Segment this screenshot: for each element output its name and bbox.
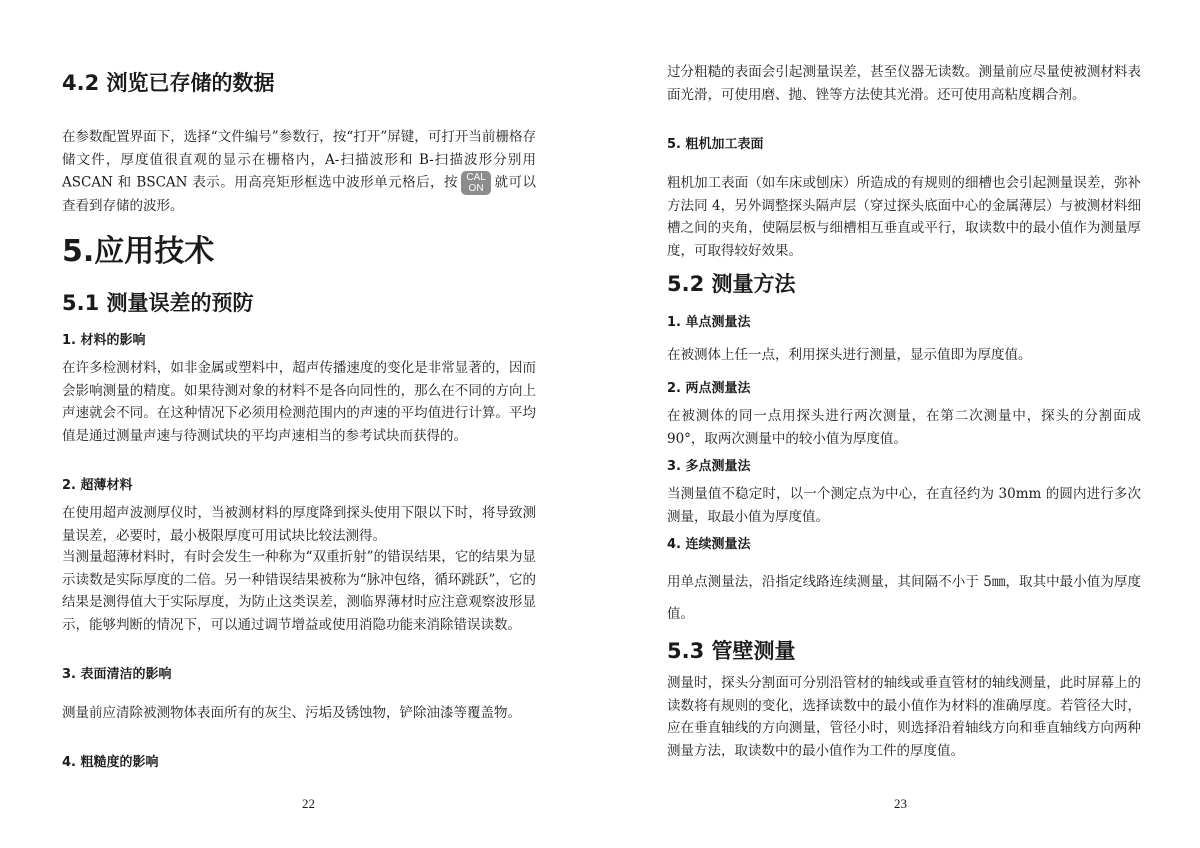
page-number-left: 22 [302, 796, 315, 811]
section-4-2-paragraph [62, 126, 536, 218]
method-3-text: 当测量值不稳定时，以一个测定点为中心，在直径约为 30mm 的圆内进行多次测量，取最小值为厚度值。 [667, 486, 1141, 525]
item-2-text: 在使用超声波测厚仪时，当被测材料的厚度降到探头使用下限以下时，将导致测量误差，必要时，最小极限厚度可用试块比较法测得。 [62, 505, 536, 544]
item-1-title: 1. 材料的影响 [62, 333, 146, 348]
page-number-right: 23 [894, 796, 907, 811]
item-1-text: 在许多检测材料，如非金属或塑料中，超声传播速度的变化是非常显著的，因而会影响测量的精度。如果待测对象的材料不是各向同性的，那么在不同的方向上声速就会不同。在这种情况下必须用检测范围内的声速的平均值进行计算。平均值是通过测量声速与待测试块的平均声速相当的参考试块而获得的。 [62, 360, 536, 444]
chapter-5-heading: 5.应用技术 [62, 234, 215, 269]
item-3-text: 测量前应清除被测物体表面所有的灰尘、污垢及锈蚀物，铲除油漆等覆盖物。 [62, 705, 521, 721]
method-3-title: 3. 多点测量法 [667, 459, 751, 474]
cal-on-key-icon [461, 171, 491, 195]
section-4-2-text-before: 在参数配置界面下，选择“文件编号”参数行，按“打开”屏键，可打开当前栅格存储文件，厚度值很直观的显示在栅格内，A-扫描波形和 B-扫描波形分别用 ASCAN 和 BSCAN 表示。用高亮矩形框选中波形单元格后，按 [62, 129, 536, 191]
item-5-text: 粗机加工表面（如车床或刨床）所造成的有规则的细槽也会引起测量误差，弥补方法同 4，另外调整探头隔声层（穿过探头底面中心的金属薄层）与被测材料细槽之间的夹角，使隔层板与细槽相互垂直或平行，取读数中的最小值作为测量厚度，可取得较好效果。 [667, 175, 1141, 259]
method-4-text: 用单点测量法，沿指定线路连续测量，其间隔不小于 5㎜，取其中最小值为厚度值。 [667, 574, 1141, 622]
method-2-text: 在被测体的同一点用探头进行两次测量，在第二次测量中，探头的分割面成 90°，取两次测量中的较小值为厚度值。 [667, 408, 1141, 447]
method-1-text: 在被测体上任一点，利用探头进行测量，显示值即为厚度值。 [667, 347, 1032, 363]
method-2-title: 2. 两点测量法 [667, 381, 751, 396]
left-page [62, 0, 536, 848]
section-5-2-heading: 5.2 测量方法 [667, 272, 796, 296]
item-3-title: 3. 表面清洁的影响 [62, 667, 172, 682]
section-5-1-heading: 5.1 测量误差的预防 [62, 291, 254, 315]
section-4-2-text-after: 就可以查看到存储的波形。 [62, 174, 537, 214]
section-5-3-heading: 5.3 管壁测量 [667, 639, 796, 663]
continued-text: 过分粗糙的表面会引起测量误差，甚至仪器无读数。测量前应尽量使被测材料表面光滑，可使用磨、抛、锉等方法使其光滑。还可使用高粘度耦合剂。 [667, 64, 1141, 103]
method-1-title: 1. 单点测量法 [667, 315, 751, 330]
method-4-title: 4. 连续测量法 [667, 537, 751, 552]
item-4-title: 4. 粗糙度的影响 [62, 755, 159, 770]
item-2-text-2: 当测量超薄材料时，有时会发生一种称为“双重折射”的错误结果，它的结果为显示读数是实际厚度的二倍。另一种错误结果被称为“脉冲包络，循环跳跃”，它的结果是测得值大于实际厚度，为防止这类误差，测临界薄材时应注意观察波形显示，能够判断的情况下，可以通过调节增益或使用消隐功能来消除错误读数。 [62, 549, 536, 633]
section-4-2-heading: 4.2 浏览已存储的数据 [62, 71, 275, 95]
right-page [667, 0, 1141, 848]
item-5-title: 5. 粗机加工表面 [667, 137, 764, 152]
cal-on-key-top: CAL [466, 172, 486, 183]
cal-on-key-bottom: ON [468, 183, 484, 194]
item-2-title: 2. 超薄材料 [62, 478, 133, 493]
section-5-3-text: 测量时，探头分割面可分别沿管材的轴线或垂直管材的轴线测量，此时屏幕上的读数将有规则的变化，选择读数中的最小值作为材料的准确厚度。若管径大时，应在垂直轴线的方向测量，管径小时，则选择沿着轴线方向和垂直轴线方向两种测量方法，取读数中的最小值作为工件的厚度值。 [667, 675, 1141, 759]
